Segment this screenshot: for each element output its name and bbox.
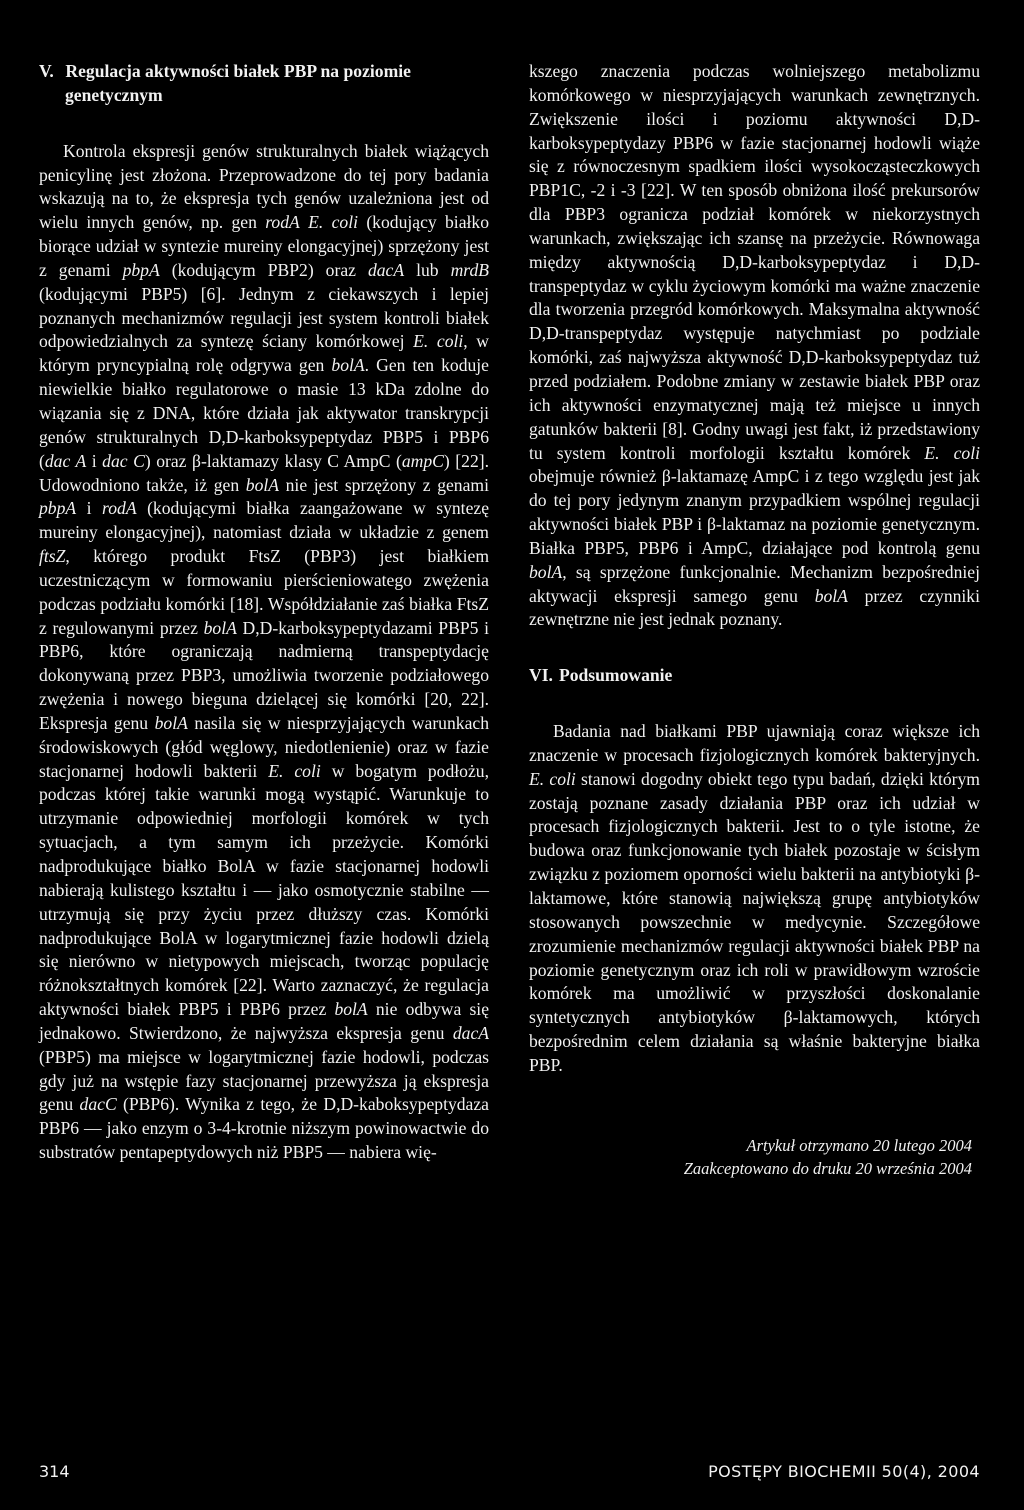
right-column	[529, 60, 980, 1180]
section-number: V.	[39, 61, 54, 81]
page-number: 314	[39, 1462, 70, 1481]
body-paragraph-vi: Badania nad białkami PBP ujawniają coraz większe ich znaczenie w procesach fizjologicznych komórek bakteryjnych. E. coli stanowi dogodny obiekt tego typu badań, dzięki którym zostają poznane zasady działania PBP oraz ich udział w procesach fizjologicznych bakterii. Jest to o tyle istotne, że budowa oraz funkcjonowanie tych białek pozostaje w ścisłym związku z poziomem oporności wielu bakterii na antybiotyki β-laktamowe, które stanowią największą grupę antybiotyków stosowanych powszechnie w medycynie. Szczegółowe zrozumienie mechanizmów regulacji aktywności białek PBP na poziomie genetycznym oraz ich roli w prawidłowym wzroście komórek ma umożliwić w przyszłości doskonalanie syntetycznych antybiotyków β-laktamowych, których bezpośrednim celem działania są właśnie bakteryjne białka PBP.	[529, 721, 980, 1075]
section-heading-v	[39, 60, 489, 108]
left-column	[39, 60, 489, 1165]
received-date: Artykuł otrzymano 20 lutego 2004	[746, 1135, 972, 1155]
journal-citation: POSTĘPY BIOCHEMII 50(4), 2004	[708, 1462, 980, 1481]
section-number: VI.	[529, 665, 553, 686]
body-paragraph-v-part1: Kontrola ekspresji genów strukturalnych białek wiążących penicylinę jest złożona. Przeprowadzone do tej pory badania wskazują na to, że ekspresja tych genów uzależniona jest od wielu innych genów, np. gen rodA E. coli (kodujący białko biorące udział w syntezie mureiny elongacyjnej) sprzężony jest z genami pbpA (kodującym PBP2) oraz dacA lub mrdB (kodującymi PBP5) [6]. Jednym z ciekawszych i lepiej poznanych mechanizmów regulacji jest system kontroli białek odpowiedzialnych za syntezę ściany komórkowej E. coli, w którym pryncypialną rolę odgrywa gen bolA. Gen ten koduje niewielkie białko regulatorowe o masie 13 kDa zdolne do wiązania się z DNA, które działa jak aktywator transkrypcji genów strukturalnych D,D-karboksypeptydaz PBP5 i PBP6 (dac A i dac C) oraz β-laktamazy klasy C AmpC (ampC) [22]. Udowodniono także, iż gen bolA nie jest sprzężony z genami pbpA i rodA (kodującymi białka zaangażowane w syntezę mureiny elongacyjnej), natomiast działa w układzie z genem ftsZ, którego produkt FtsZ (PBP3) jest białkiem uczestniczącym w formowaniu pierścieniowatego zwężenia podczas podziału komórki [18]. Współdziałanie zaś białka FtsZ z regulowanymi przez bolA D,D-karboksypeptydazami PBP5 i PBP6, które ograniczają nadmierną transpeptydację dokonywaną przez PBP3, umożliwia tworzenie podziałowego zwężenia i nowego bieguna dzielącej się komórki [20, 22]. Ekspresja genu bolA nasila się w niesprzyjających warunkach środowiskowych (głód węglowy, niedotlenienie) oraz w fazie stacjonarnej hodowli bakterii E. coli w bogatym podłożu, podczas której takie warunki mogą wystąpić. Warunkuje to utrzymanie odpowiedniej morfologii komórek w tych sytuacjach, a tym samym ich przeżycie. Komórki nadprodukujące białko BolA w fazie stacjonarnej hodowli nabierają kulistego kształtu i — jako osmotycznie stabilne — utrzymują się przy życiu przez dłuższy czas. Komórki nadprodukujące BolA w logarytmicznej fazie hodowli dzielą się nierówno w nietypowych miejscach, tworząc populację różnokształtnych komórek [22]. Warto zaznaczyć, że regulacja aktywności białek PBP5 i PBP6 przez bolA nie odbywa się jednakowo. Stwierdzono, że najwyższa ekspresja genu dacA (PBP5) ma miejsce w logarytmicznej fazie hodowli, podczas gdy już na wstępie fazy stacjonarnej przewyższa ją ekspresja genu dacC (PBP6). Wynika z tego, że D,D-kaboksypeptydaza PBP6 — jako enzym o 3-4-krotnie niższym powinowactwie do substratów pentapeptydowych niż PBP5 — nabiera wię-	[39, 140, 490, 1163]
accepted-date: Zaakceptowano do druku 20 września 2004	[683, 1158, 972, 1178]
section-heading-vi	[529, 664, 980, 688]
section-title-line2: genetycznym	[65, 84, 163, 105]
section-title: Podsumowanie	[558, 665, 673, 686]
section-title-line1: Regulacja aktywności białek PBP na poziomie	[65, 61, 411, 81]
body-paragraph-v-part2: kszego znaczenia podczas wolniejszego metabolizmu komórkowego w niesprzyjających warunkach zewnętrznych. Zwiększenie ilości i poziomu aktywności D,D-karboksypeptydazy PBP6 w fazie stacjonarnej hodowli wiąże się z równoczesnym spadkiem ilości wysokocząsteczkowych PBP1C, -2 i -3 [22]. W ten sposób obniżona ilość prekursorów dla PBP3 ogranicza podział komórek w niekorzystnych warunkach, zwiększając ich szansę na przeżycie. Równowaga między aktywnością D,D-karboksypeptydaz i D,D-transpeptydaz w cyklu życiowym komórki ma ważne znaczenie dla tworzenia przegród komórkowych. Maksymalna aktywność D,D-transpeptydaz występuje natychmiast po podziale komórki, zaś najwyższa aktywność D,D-karboksypeptydaz tuż przed podziałem. Podobne zmiany w zestawie białek PBP oraz ich aktywności enzymatycznej mają też miejsce u innych gatunków bakterii [8]. Godny uwagi jest fakt, iż przedstawiony tu system kontroli morfologii kształtu komórek E. coli obejmuje również β-laktamazę AmpC i z tego względu jest jak do tej pory jedynym znanym przypadkiem wspólnej regulacji aktywności białek PBP i β-laktamaz na poziomie genetycznym. Białka PBP5, PBP6 i AmpC, działające pod kontrolą genu bolA, są sprzężone funkcjonalnie. Mechanizm bezpośredniej aktywacji ekspresji samego genu bolA przez czynniki zewnętrzne nie jest jednak poznany.	[529, 61, 980, 630]
